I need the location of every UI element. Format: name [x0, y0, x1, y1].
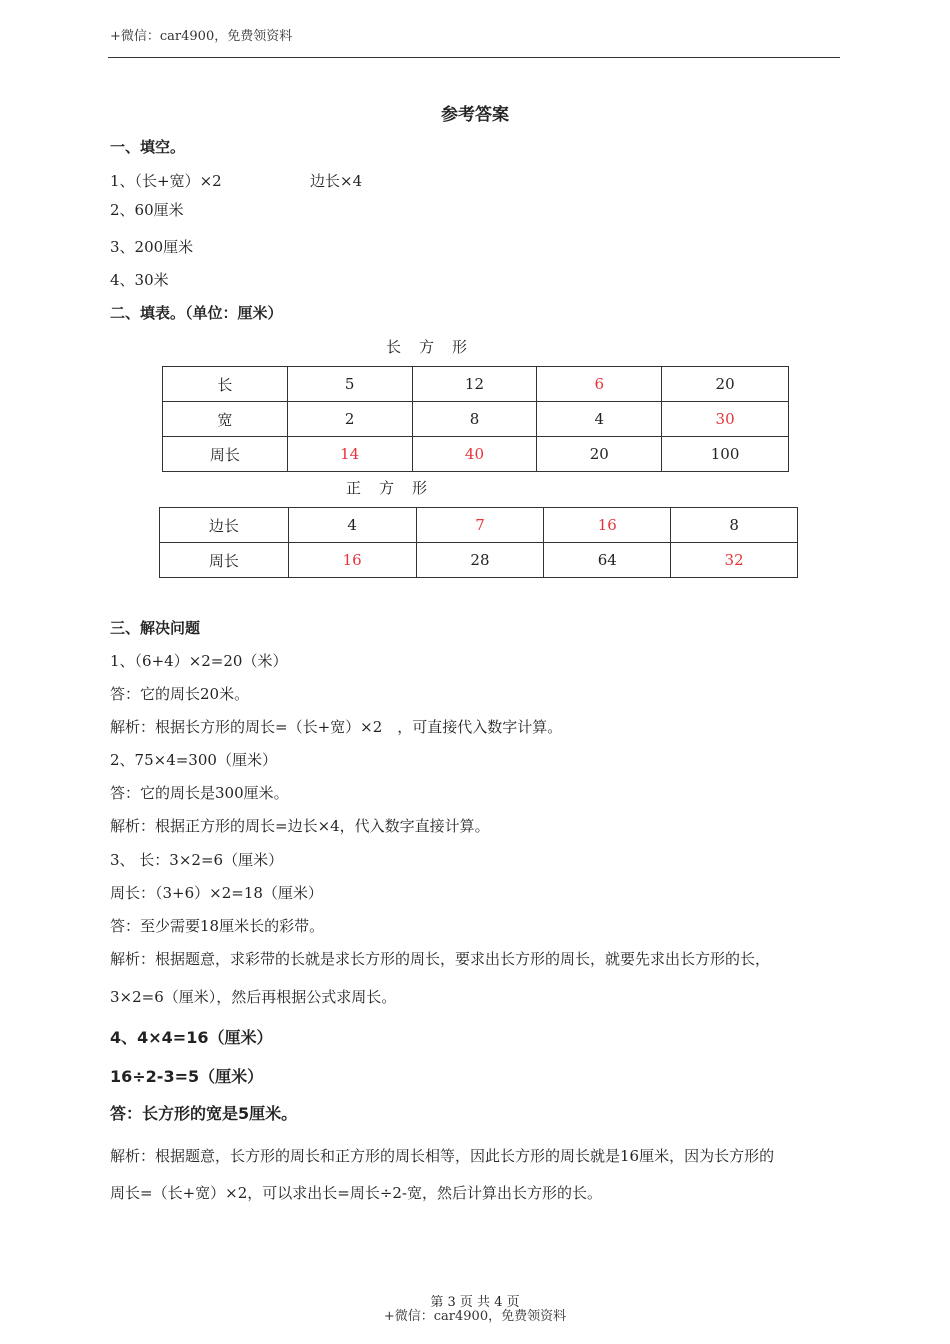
rect-table-row [163, 367, 789, 402]
rect-table-cell: 100 [662, 437, 789, 472]
rect-table-cell: 8 [412, 402, 537, 437]
fill-q4: 4、30米 [110, 271, 169, 289]
problem3-calc-length: 3、 长：3×2=6（厘米） [110, 851, 284, 869]
square-table-row [160, 508, 798, 543]
rect-table-row [163, 402, 789, 437]
rect-table-cell: 2 [287, 402, 412, 437]
problem4-answer: 答：长方形的宽是5厘米。 [110, 1104, 298, 1123]
header-divider [108, 57, 840, 58]
fill-q2: 2、60厘米 [110, 201, 184, 219]
problem3-analysis-line1: 解析：根据题意，求彩带的长就是求长方形的周长，要求出长方形的周长，就要先求出长方形的长， [110, 950, 771, 968]
section1-heading: 一、填空。 [110, 138, 186, 156]
section2-heading: 二、填表。（单位：厘米） [110, 304, 283, 322]
square-table [159, 507, 798, 578]
section3-heading: 三、解决问题 [110, 619, 201, 637]
square-table-cell: 32 [671, 543, 798, 578]
problem1-answer: 答：它的周长20米。 [110, 685, 250, 703]
fill-q1-a: 1、（长+宽）×2 [110, 172, 222, 190]
rect-table-cell: 12 [412, 367, 537, 402]
rect-table-row [163, 437, 789, 472]
rect-table-cell: 20 [537, 437, 662, 472]
square-table-row-header: 周长 [160, 543, 289, 578]
problem4-calc-side: 4、4×4=16（厘米） [110, 1028, 273, 1047]
rect-table-cell: 14 [287, 437, 412, 472]
problem2-answer: 答：它的周长是300厘米。 [110, 784, 289, 802]
problem1-analysis: 解析：根据长方形的周长=（长+宽）×2 ，可直接代入数字计算。 [110, 718, 563, 736]
fill-q3: 3、200厘米 [110, 238, 194, 256]
problem2-calc: 2、75×4=300（厘米） [110, 751, 277, 769]
square-table-cell: 16 [544, 508, 671, 543]
rect-table-row-header: 周长 [163, 437, 288, 472]
problem1-calc: 1、（6+4）×2=20（米） [110, 652, 288, 670]
footer-watermark: +微信：car4900，免费领资料 [383, 1309, 567, 1324]
rect-table-cell: 6 [537, 367, 662, 402]
rect-table-cell: 5 [287, 367, 412, 402]
problem2-analysis: 解析：根据正方形的周长=边长×4，代入数字直接计算。 [110, 817, 490, 835]
header-watermark: +微信：car4900，免费领资料 [110, 29, 293, 44]
square-table-cell: 8 [671, 508, 798, 543]
page-title: 参考答案 [441, 105, 509, 125]
rect-table-cell: 30 [662, 402, 789, 437]
rect-table-cell: 4 [537, 402, 662, 437]
problem3-analysis-line2: 3×2=6（厘米），然后再根据公式求周长。 [110, 988, 397, 1006]
problem4-analysis-line1: 解析：根据题意，长方形的周长和正方形的周长相等，因此长方形的周长就是16厘米，因为长方形的 [110, 1147, 775, 1165]
rect-table-cell: 20 [662, 367, 789, 402]
rect-table-row-header: 长 [163, 367, 288, 402]
rect-table-cell: 40 [412, 437, 537, 472]
page-number: 第 3 页 共 4 页 [430, 1295, 520, 1310]
problem4-calc-width: 16÷2-3=5（厘米） [110, 1067, 264, 1086]
square-table-caption: 正方形 [346, 479, 446, 497]
square-table-row [160, 543, 798, 578]
rect-table-row-header: 宽 [163, 402, 288, 437]
problem4-analysis-line2: 周长=（长+宽）×2，可以求出长=周长÷2-宽，然后计算出长方形的长。 [110, 1184, 602, 1202]
square-table-row-header: 边长 [160, 508, 289, 543]
problem3-calc-perimeter: 周长：（3+6）×2=18（厘米） [110, 884, 323, 902]
fill-q1-b: 边长×4 [310, 172, 363, 190]
rectangle-table [162, 366, 789, 472]
problem3-answer: 答：至少需要18厘米长的彩带。 [110, 917, 325, 935]
square-table-cell: 16 [288, 543, 416, 578]
rect-table-caption: 长方形 [386, 338, 486, 356]
square-table-cell: 4 [288, 508, 416, 543]
square-table-cell: 7 [416, 508, 544, 543]
square-table-cell: 28 [416, 543, 544, 578]
square-table-cell: 64 [544, 543, 671, 578]
